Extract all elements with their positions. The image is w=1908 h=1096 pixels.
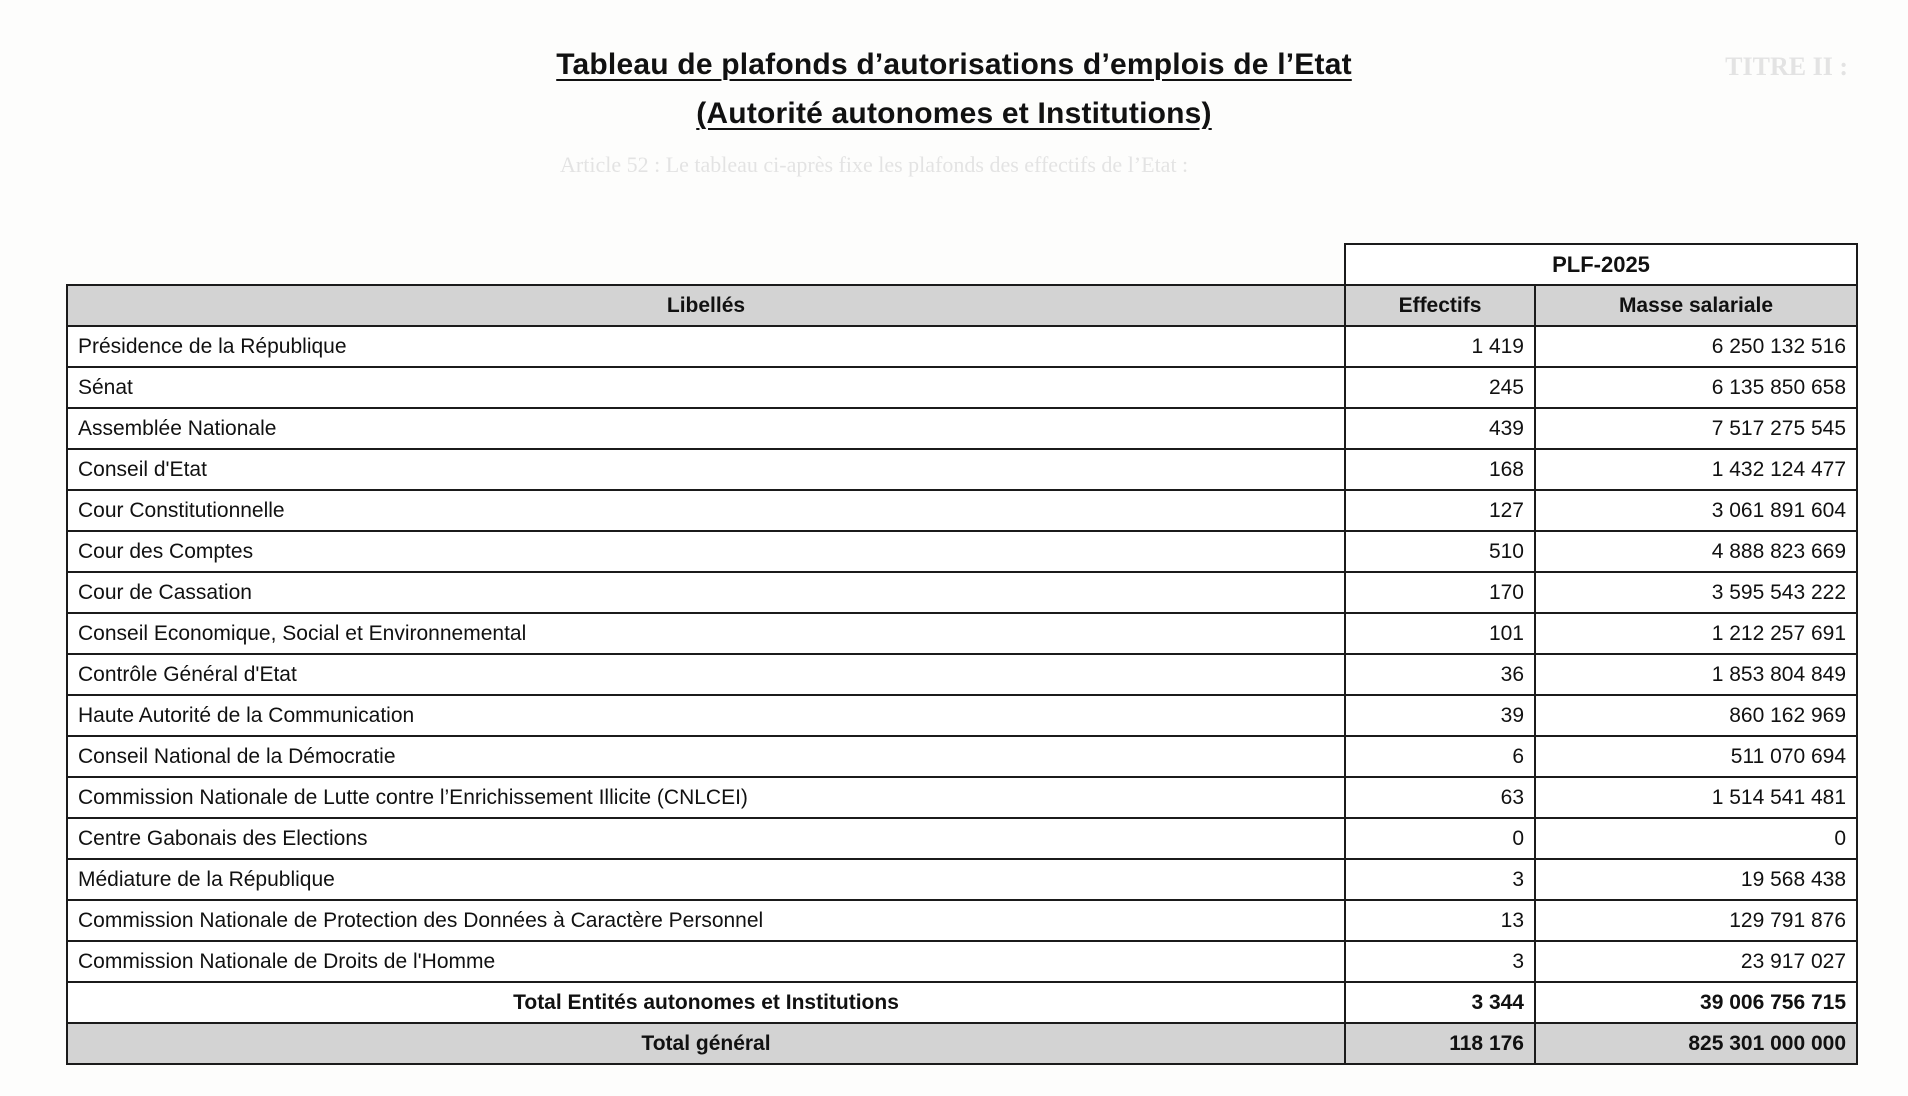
page-title-line-1: Tableau de plafonds d’autorisations d’emplois de l’Etat [556,48,1352,81]
cell-libelle: Commission Nationale de Droits de l'Homme [67,941,1345,982]
plafonds-table-container [66,243,1856,1065]
cell-libelle: Conseil d'Etat [67,449,1345,490]
table-row [67,449,1857,490]
cell-effectifs: 170 [1345,572,1535,613]
table-row [67,900,1857,941]
cell-masse-salariale: 3 595 543 222 [1535,572,1857,613]
table-row [67,408,1857,449]
cell-masse-salariale: 4 888 823 669 [1535,531,1857,572]
page-title-line-2: (Autorité autonomes et Institutions) [696,96,1212,130]
cell-masse-salariale: 1 514 541 481 [1535,777,1857,818]
header-effectifs: Effectifs [1345,285,1535,326]
cell-effectifs: 168 [1345,449,1535,490]
cell-libelle: Médiature de la République [67,859,1345,900]
table-row [67,941,1857,982]
cell-libelle: Cour de Cassation [67,572,1345,613]
total-entites-label: Total Entités autonomes et Institutions [67,982,1345,1023]
table-header-row-columns [67,285,1857,326]
table-row [67,654,1857,695]
cell-masse-salariale: 1 853 804 849 [1535,654,1857,695]
cell-masse-salariale: 19 568 438 [1535,859,1857,900]
table-row [67,777,1857,818]
cell-libelle: Commission Nationale de Protection des Données à Caractère Personnel [67,900,1345,941]
plafonds-table [66,243,1858,1065]
cell-effectifs: 13 [1345,900,1535,941]
cell-masse-salariale: 1 432 124 477 [1535,449,1857,490]
cell-effectifs: 439 [1345,408,1535,449]
table-header-row-group [67,244,1857,285]
cell-masse-salariale: 0 [1535,818,1857,859]
cell-masse-salariale: 860 162 969 [1535,695,1857,736]
ghost-text-line-1: Article 52 : Le tableau ci-après fixe les plafonds des effectifs de l’Etat : [560,152,1189,177]
cell-effectifs: 3 [1345,859,1535,900]
header-plf-2025: PLF-2025 [1345,244,1857,285]
cell-libelle: Centre Gabonais des Elections [67,818,1345,859]
cell-libelle: Conseil National de la Démocratie [67,736,1345,777]
total-general-masse: 825 301 000 000 [1535,1023,1857,1064]
table-row-total-entites [67,982,1857,1023]
cell-libelle: Assemblée Nationale [67,408,1345,449]
cell-libelle: Présidence de la République [67,326,1345,367]
table-row [67,613,1857,654]
cell-libelle: Cour Constitutionnelle [67,490,1345,531]
header-libelles: Libellés [67,285,1345,326]
cell-effectifs: 510 [1345,531,1535,572]
cell-effectifs: 3 [1345,941,1535,982]
cell-masse-salariale: 1 212 257 691 [1535,613,1857,654]
total-general-label: Total général [67,1023,1345,1064]
table-footer [67,982,1857,1064]
cell-effectifs: 245 [1345,367,1535,408]
cell-effectifs: 0 [1345,818,1535,859]
cell-effectifs: 63 [1345,777,1535,818]
total-entites-effectifs: 3 344 [1345,982,1535,1023]
cell-effectifs: 101 [1345,613,1535,654]
table-row [67,572,1857,613]
cell-effectifs: 39 [1345,695,1535,736]
cell-libelle: Cour des Comptes [67,531,1345,572]
table-body [67,326,1857,982]
cell-effectifs: 6 [1345,736,1535,777]
cell-effectifs: 127 [1345,490,1535,531]
cell-masse-salariale: 511 070 694 [1535,736,1857,777]
cell-masse-salariale: 6 250 132 516 [1535,326,1857,367]
table-row [67,818,1857,859]
cell-libelle: Haute Autorité de la Communication [67,695,1345,736]
ghost-text-title-ii: TITRE II : [1725,52,1848,81]
cell-libelle: Commission Nationale de Lutte contre l’Enrichissement Illicite (CNLCEI) [67,777,1345,818]
table-row [67,490,1857,531]
table-row-total-general [67,1023,1857,1064]
cell-masse-salariale: 7 517 275 545 [1535,408,1857,449]
cell-libelle: Sénat [67,367,1345,408]
total-general-effectifs: 118 176 [1345,1023,1535,1064]
page-title [0,44,1908,135]
cell-masse-salariale: 129 791 876 [1535,900,1857,941]
header-spacer-cell [67,244,1345,285]
table-row [67,367,1857,408]
table-header [67,244,1857,326]
total-entites-masse: 39 006 756 715 [1535,982,1857,1023]
table-row [67,695,1857,736]
table-row [67,736,1857,777]
cell-libelle: Conseil Economique, Social et Environnemental [67,613,1345,654]
table-row [67,326,1857,367]
table-row [67,859,1857,900]
cell-effectifs: 1 419 [1345,326,1535,367]
cell-masse-salariale: 6 135 850 658 [1535,367,1857,408]
cell-masse-salariale: 3 061 891 604 [1535,490,1857,531]
table-row [67,531,1857,572]
cell-libelle: Contrôle Général d'Etat [67,654,1345,695]
header-masse-salariale: Masse salariale [1535,285,1857,326]
cell-effectifs: 36 [1345,654,1535,695]
cell-masse-salariale: 23 917 027 [1535,941,1857,982]
